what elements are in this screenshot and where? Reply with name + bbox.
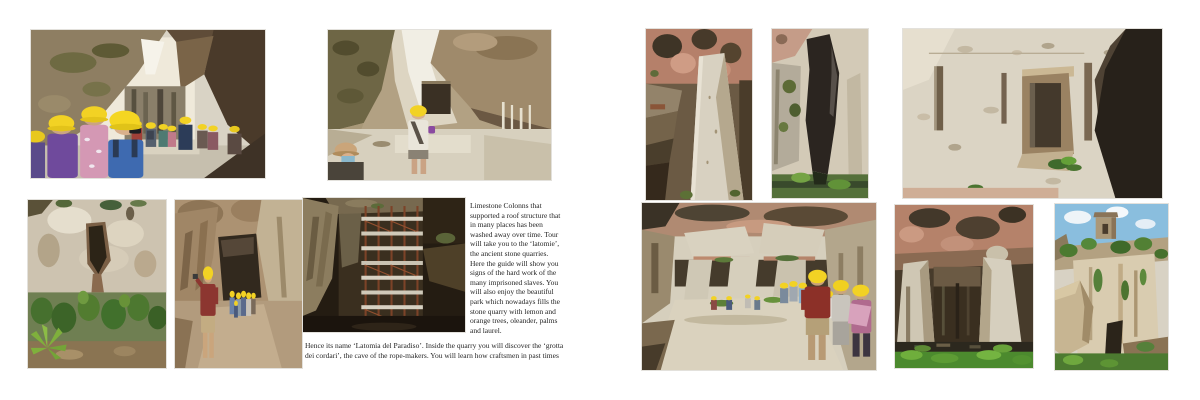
photo-carved-wall: [903, 29, 1162, 198]
photo-cave-entrance-group: [175, 200, 302, 368]
body-text-line: stone quarry with lemon and: [470, 306, 556, 316]
album-page-right: [600, 0, 1200, 400]
body-text-line: supported a roof structure that: [470, 210, 561, 220]
body-text-line: Here the guide will show you: [470, 258, 559, 268]
body-text-line: will also enjoy the beautiful: [470, 287, 554, 297]
body-text-line: the ancient stone quarries.: [470, 248, 549, 258]
body-text-line: washed away over time. Tour: [470, 229, 559, 239]
body-text-line: and laurel.: [470, 325, 502, 335]
photo-cave-light-shaft: [328, 30, 551, 180]
rock-pillar-illustration: [646, 29, 752, 200]
body-text-line: many imprisoned slaves. You: [470, 277, 559, 287]
cliff-sky-illustration: [1055, 204, 1168, 370]
carved-wall-illustration: [903, 29, 1162, 198]
photo-tall-opening: [772, 29, 868, 198]
photo-niche-garden: [28, 200, 166, 368]
photo-cliff-sky: [1055, 204, 1168, 370]
body-text-line: signs of the hard work of the: [470, 268, 557, 278]
caption-line: dei cordari’, the cave of the rope-makers. You will learn how craftsmen in past times: [305, 351, 559, 360]
photo-quarry-group: [642, 203, 876, 370]
body-text-line: Limestone Colonns that: [470, 201, 542, 210]
scaffolding-illustration: [303, 198, 465, 332]
caption-line: Hence its name ‘Latomia del Paradiso’. Inside the quarry you will discover the ‘grotta: [305, 341, 564, 350]
cave-tourists-illustration: [31, 30, 265, 178]
cave-light-shaft-illustration: [328, 30, 551, 180]
cave-entrance-illustration: [175, 200, 302, 368]
quarry-group-illustration: [642, 203, 876, 370]
body-text-line: in many places has been: [470, 220, 543, 230]
cave-pool-illustration: [895, 205, 1033, 368]
niche-garden-illustration: [28, 200, 166, 368]
body-text-line: will take you to the ‘latomie’,: [470, 239, 560, 249]
body-text-line: park which nowadays fills the: [470, 296, 560, 306]
body-text-line: orange trees, oleander, palms: [470, 316, 558, 326]
caption-text-block: [305, 341, 605, 361]
photo-scaffolding: [303, 198, 465, 332]
photo-cave-pool: [895, 205, 1033, 368]
photo-cave-tourists: [31, 30, 265, 178]
photo-rock-pillar: [646, 29, 752, 200]
tall-opening-illustration: [772, 29, 868, 198]
body-text-block: [470, 201, 574, 335]
